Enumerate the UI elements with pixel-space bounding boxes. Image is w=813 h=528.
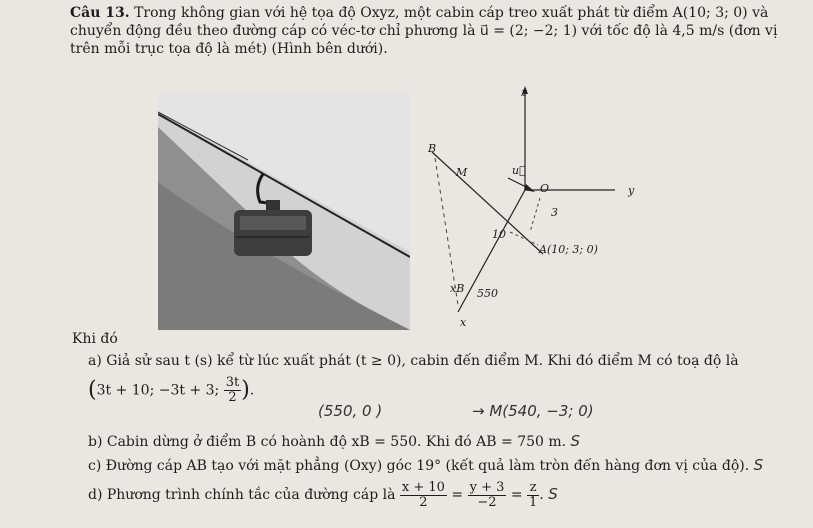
question-number: Câu 13. [70, 5, 130, 21]
tick-10-label: 10 [492, 228, 506, 241]
problem-text-1: Trong không gian với hệ tọa độ Oxyz, một cabin cáp treo xuất phát từ điểm A(10; 3; 0) và [134, 5, 769, 21]
item-d-frac-3 [527, 481, 539, 510]
item-a-coordinate: (3t + 10; −3t + 3; $\frac{3t}{2}$ ). [88, 375, 255, 405]
axis-y-label: y [628, 184, 635, 197]
point-b-label: B [428, 142, 437, 155]
item-d-frac-1 [400, 481, 447, 510]
item-d-frac-1-num: x + 10 [401, 479, 445, 495]
point-a-label: A(10; 3; 0) [539, 243, 598, 256]
point-m-label: M [456, 166, 468, 179]
problem-line-2: chuyển động đều theo đường cáp có véc-tơ chỉ phương là u⃗ = (2; −2; 1) với tốc độ là 4,5 m/s (đơn vị [70, 23, 778, 39]
item-d-frac-2-num: y + 3 [469, 479, 505, 495]
item-d-frac-3-num: z [527, 481, 539, 496]
tick-3-label: 3 [551, 206, 558, 219]
item-d-frac-3-den: 1 [529, 494, 538, 510]
item-c-row [88, 456, 763, 475]
khi-do-label: Khi đó [72, 331, 118, 347]
axis-x-label: x [460, 316, 467, 329]
item-a-frac-num: 3t [225, 375, 240, 390]
problem-line-3: trên mỗi trục tọa độ là mét) (Hình bên dưới). [70, 41, 388, 57]
handwritten-note-2: → M(540, −3; 0) [472, 402, 594, 420]
item-b-mark: S [570, 432, 581, 450]
item-c-text: c) Đường cáp AB tạo với mặt phẳng (Oxy) góc 19° (kết quả làm tròn đến hàng đơn vị của độ). [88, 458, 750, 474]
handwritten-note-1: (550, 0 ) [318, 402, 383, 420]
item-d-text: d) Phương trình chính tắc của đường cáp là [88, 487, 396, 503]
axis-z-label: z [521, 86, 527, 99]
xb-label: xB [450, 282, 465, 295]
vector-u-label: u⃗ [512, 164, 526, 177]
cable-car-photo [158, 92, 410, 330]
item-c-mark: S [753, 456, 764, 474]
item-d-mark: S [548, 485, 558, 503]
origin-label: O [540, 182, 550, 195]
tick-550-label: 550 [477, 287, 498, 300]
item-a-coord-left: 3t + 10; −3t + 3; [96, 382, 220, 399]
item-d-frac-2-den: −2 [477, 494, 497, 510]
item-a-text: a) Giả sử sau t (s) kể từ lúc xuất phát (t ≥ 0), cabin đến điểm M. Khi đó điểm M có toạ độ là [88, 353, 739, 369]
item-d-row: d) Phương trình chính tắc của đường cáp là $\frac{x + 10}{2}$ = $\frac{y + 3}{-2}$ = $\frac{z}{1}$ . S [88, 479, 558, 510]
coordinate-diagram [420, 80, 640, 335]
item-b-text: b) Cabin dừng ở điểm B có hoành độ xB = 550. Khi đó AB = 750 m. [88, 434, 567, 450]
item-d-frac-1-den: 2 [419, 494, 428, 510]
item-d-frac-2 [468, 481, 507, 510]
item-a-fraction [224, 376, 242, 405]
problem-line-1 [70, 4, 768, 22]
item-b-row [88, 432, 580, 451]
item-a-frac-den: 2 [228, 390, 237, 405]
